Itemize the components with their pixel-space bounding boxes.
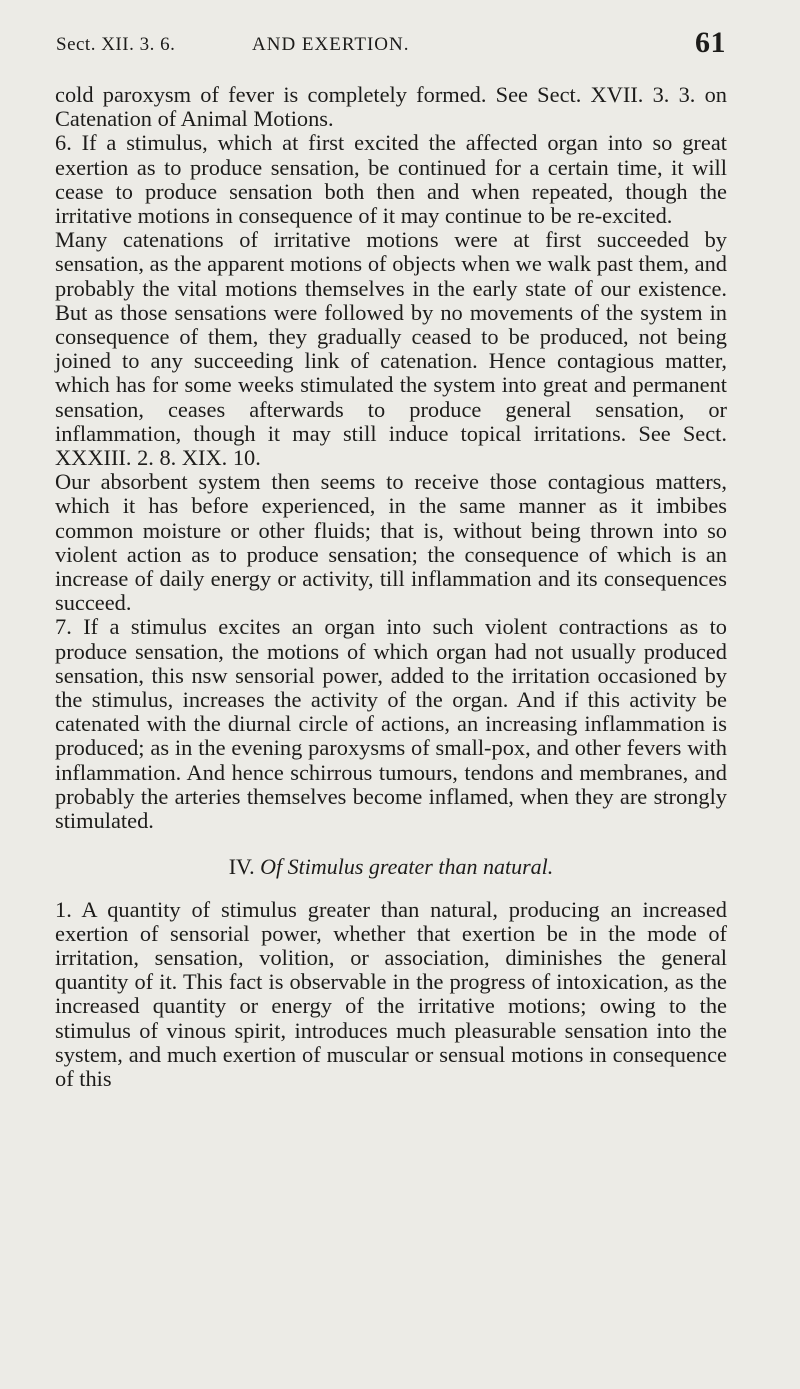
paragraph: 6. If a stimulus, which at first excited the affected organ into so great exertion as to produce sensation, be continued for a certain time, it will cease to produce sensation both then and when repeated, though the irritative motions in consequence of it may continue to be re-excited. — [55, 130, 727, 229]
page-number: 61 — [695, 26, 726, 59]
paragraph: 7. If a stimulus excites an organ into such violent contractions as to produce sensation, the motions of which organ had not usually produced sensation, this nsw sensorial power, added to the irritation occasioned by the stimulus, increases the activity of the organ. And if this activity be catenated with the diurnal circle of actions, an increasing inflammation is produced; as in the evening paroxysms of small-pox, and other fevers with inflammation. And hence schirrous tumours, tendons and membranes, and probably the arteries themselves become inflamed, when they are strongly stimulated. — [55, 614, 727, 834]
section-heading — [55, 855, 727, 879]
section-number: IV. — [228, 854, 255, 880]
paragraph: Many catenations of irritative motions were at first succeeded by sensation, as the apparent motions of objects when we walk past them, and probably the vital motions themselves in the early state of our existence. But as those sensations were followed by no movements of the system in consequence of them, they gradually ceased to be produced, not being joined to any succeeding link of catenation. Hence contagious matter, which has for some weeks stimulated the system into great and permanent sensation, ceases afterwards to produce general sensation, or inflammation, though it may still induce topical irritations. See Sect. XXXIII. 2. 8. XIX. 10. — [55, 227, 727, 471]
paragraph: cold paroxysm of fever is completely formed. See Sect. XVII. 3. 3. on Catenation of Animal Motions. — [55, 82, 727, 132]
running-head — [56, 24, 726, 64]
section-title: Of Stimulus greater than natural. — [260, 854, 554, 880]
paragraph: 1. A quantity of stimulus greater than natural, producing an increased exertion of sensorial power, whether that exertion be in the mode of irritation, sensation, volition, or association, diminishes the general quantity of it. This fact is observable in the progress of intoxication, as the increased quantity or energy of the irritative motions; owing to the stimulus of vinous spirit, introduces much pleasurable sensation into the system, and much exertion of muscular or sensual motions in consequence of this — [55, 896, 727, 1091]
running-head-section: Sect. XII. 3. 6. — [56, 34, 176, 55]
body-text — [55, 83, 727, 1091]
paragraph: Our absorbent system then seems to receive those contagious matters, which it has before experienced, in the same manner as it imbibes common moisture or other fluids; that is, without being thrown into so violent action as to produce sensation; the consequence of which is an increase of daily energy or activity, till inflammation and its consequences succeed. — [55, 469, 727, 616]
running-head-title: AND EXERTION. — [252, 34, 410, 55]
